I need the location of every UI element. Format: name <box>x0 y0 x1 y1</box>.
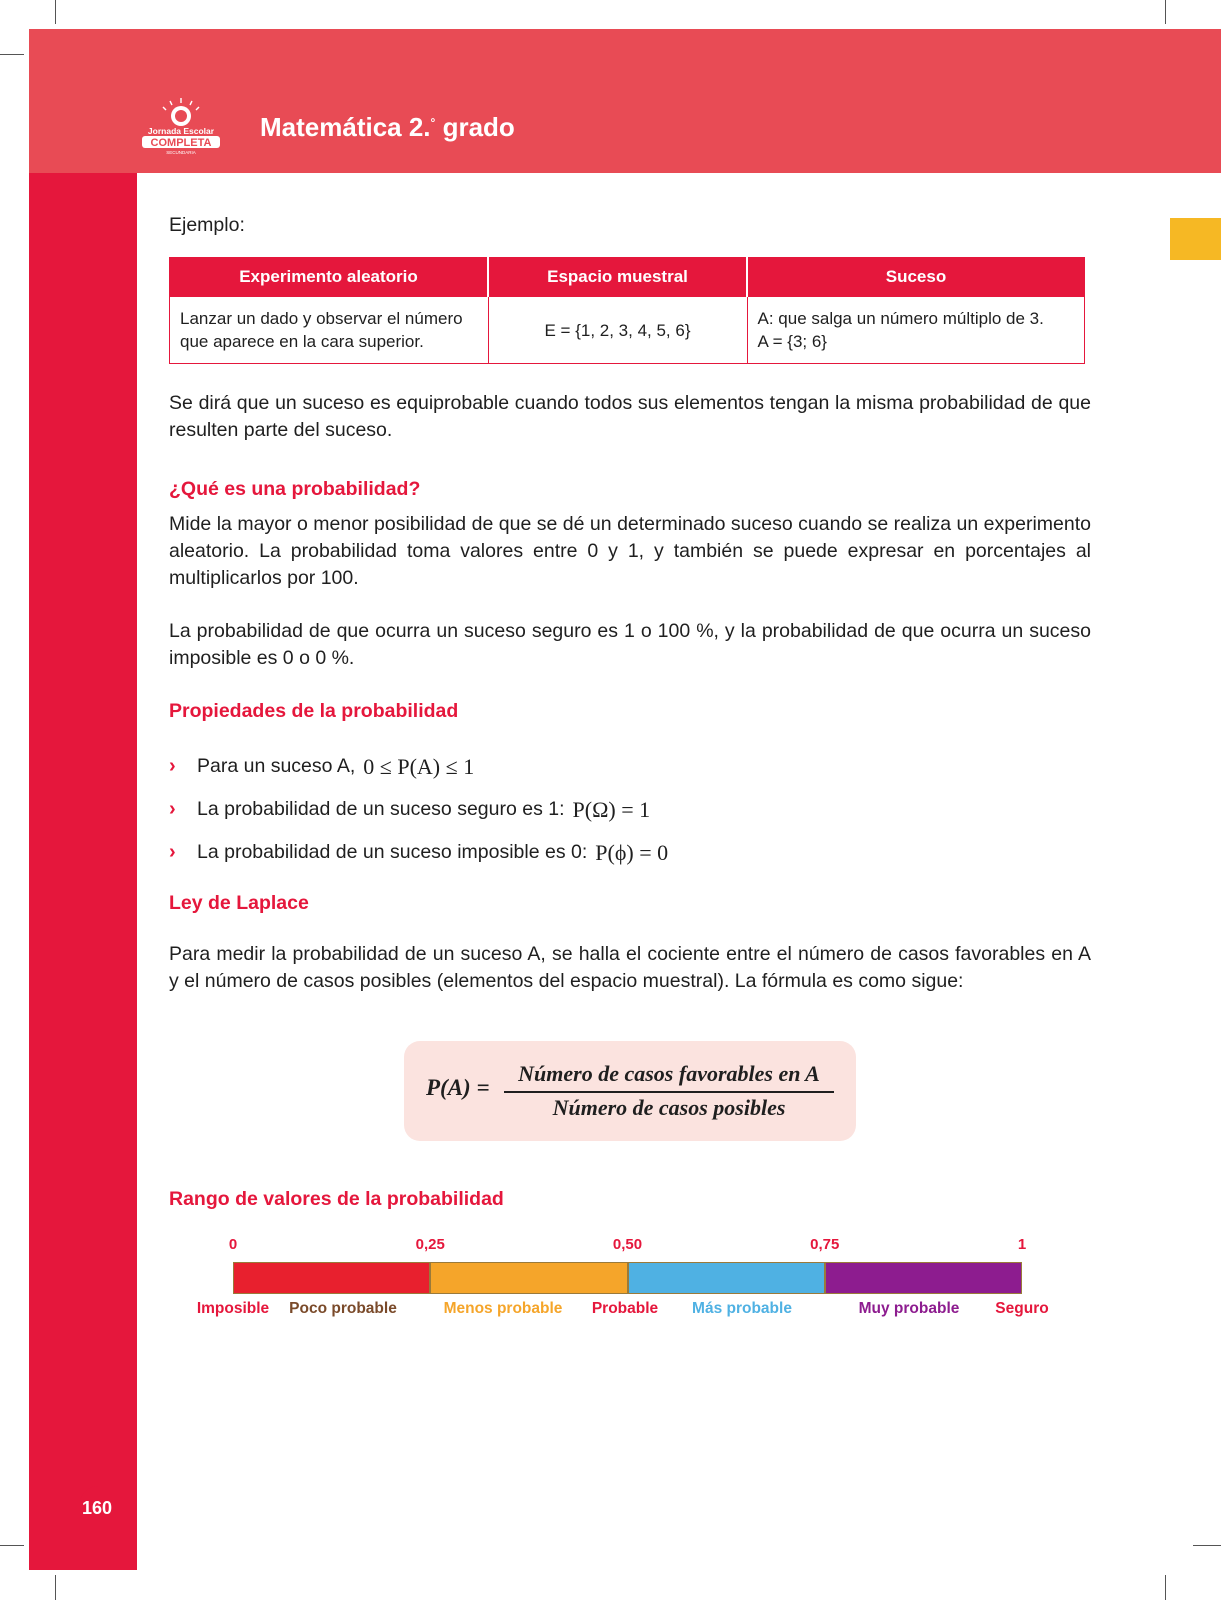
equiprobable-paragraph: Se dirá que un suceso es equiprobable cuando todos sus elementos tengan la misma probabilidad de que resulten parte del suceso. <box>169 392 1091 441</box>
scale-category-label: Imposible <box>196 1300 270 1317</box>
formula-lhs: P(A) = <box>426 1075 490 1100</box>
event-cell <box>747 297 1085 364</box>
column-header: Suceso <box>747 258 1085 297</box>
experiment-cell: Lanzar un dado y observar el número que aparece en la cara superior. <box>170 297 489 364</box>
svg-text:Jornada Escolar: Jornada Escolar <box>147 126 215 136</box>
scale-tick-label: 0,25 <box>415 1236 445 1253</box>
page-number: 160 <box>82 1498 113 1518</box>
formula-denominator: Número de casos posibles <box>552 1095 786 1120</box>
scale-category-label: Poco probable <box>289 1300 397 1317</box>
paragraph: La probabilidad de que ocurra un suceso seguro es 1 o 100 %, y la probabilidad de que ocurra un suceso imposible es 0 o 0 %. <box>169 620 1091 669</box>
header-title: Matemática 2.° grado <box>260 112 515 142</box>
table-header-row <box>170 258 1085 297</box>
formula-numerator: Número de casos favorables en A <box>518 1061 820 1086</box>
section-tab <box>1170 218 1221 260</box>
table-row <box>170 297 1085 364</box>
scale-segment <box>825 1262 1022 1294</box>
scale-category-label: Menos probable <box>443 1300 563 1317</box>
crop-mark <box>0 1545 24 1546</box>
scale-category-label: Probable <box>591 1300 659 1317</box>
left-side-band <box>29 173 137 1570</box>
section-heading: ¿Qué es una probabilidad? <box>169 478 421 500</box>
property-text: La probabilidad de un suceso imposible es 0: <box>197 841 588 863</box>
scale-category-label: Seguro <box>995 1300 1049 1317</box>
event-line: A: que salga un número múltiplo de 3. <box>757 309 1044 328</box>
jornada-escolar-logo <box>140 96 222 156</box>
list-item <box>169 831 1091 874</box>
svg-text:SECUNDARIA: SECUNDARIA <box>166 150 196 155</box>
paragraph: Para medir la probabilidad de un suceso A, se halla el cociente entre el número de casos favorables en A y el número de casos posibles (elementos del espacio muestral). La fórmula es como sigue: <box>169 943 1091 992</box>
example-label: Ejemplo: <box>169 214 245 236</box>
section-heading: Propiedades de la probabilidad <box>169 700 459 722</box>
paragraph: Mide la mayor o menor posibilidad de que se dé un determinado suceso cuando se realiza un experimento aleatorio. La probabilidad toma valores entre 0 y 1, y también se puede expresar en porcentajes al multiplicarlos por 100. <box>169 513 1091 589</box>
section-heading: Ley de Laplace <box>169 892 309 914</box>
property-text: Para un suceso A, <box>197 755 356 777</box>
crop-mark <box>1165 0 1166 24</box>
list-item <box>169 788 1091 831</box>
scale-segment <box>233 1262 430 1294</box>
scale-tick-label: 0,75 <box>810 1236 840 1253</box>
scale-category-label: Más probable <box>692 1300 792 1317</box>
svg-text:COMPLETA: COMPLETA <box>150 137 212 149</box>
property-formula: P(ϕ) = 0 <box>595 840 669 865</box>
chevron-right-icon: › <box>169 841 176 863</box>
event-line: A = {3; 6} <box>757 332 827 351</box>
crop-mark <box>1165 1575 1166 1600</box>
scale-tick-label: 0,50 <box>612 1236 643 1253</box>
chevron-right-icon: › <box>169 798 176 820</box>
column-header: Experimento aleatorio <box>170 258 489 297</box>
column-header: Espacio muestral <box>488 258 747 297</box>
scale-category-label: Muy probable <box>858 1300 960 1317</box>
list-item <box>169 745 1091 788</box>
scale-tick-label: 1 <box>1017 1236 1027 1253</box>
scale-tick-label: 0 <box>228 1236 238 1253</box>
scale-segment <box>628 1262 825 1294</box>
property-formula: P(Ω) = 1 <box>572 797 651 822</box>
main-content <box>169 212 1091 995</box>
crop-mark <box>55 0 56 24</box>
properties-list <box>169 745 1091 874</box>
chevron-right-icon: › <box>169 755 176 777</box>
scale-segment <box>430 1262 627 1294</box>
example-table <box>169 257 1085 364</box>
crop-mark <box>0 54 24 55</box>
fraction-bar <box>504 1091 834 1093</box>
laplace-formula-box <box>404 1041 856 1141</box>
sample-space-cell: E = {1, 2, 3, 4, 5, 6} <box>488 297 747 364</box>
crop-mark <box>1193 1545 1221 1546</box>
property-formula: 0 ≤ P(A) ≤ 1 <box>363 754 475 779</box>
crop-mark <box>55 1575 56 1600</box>
section-heading: Rango de valores de la probabilidad <box>169 1188 504 1210</box>
property-text: La probabilidad de un suceso seguro es 1: <box>197 798 565 820</box>
